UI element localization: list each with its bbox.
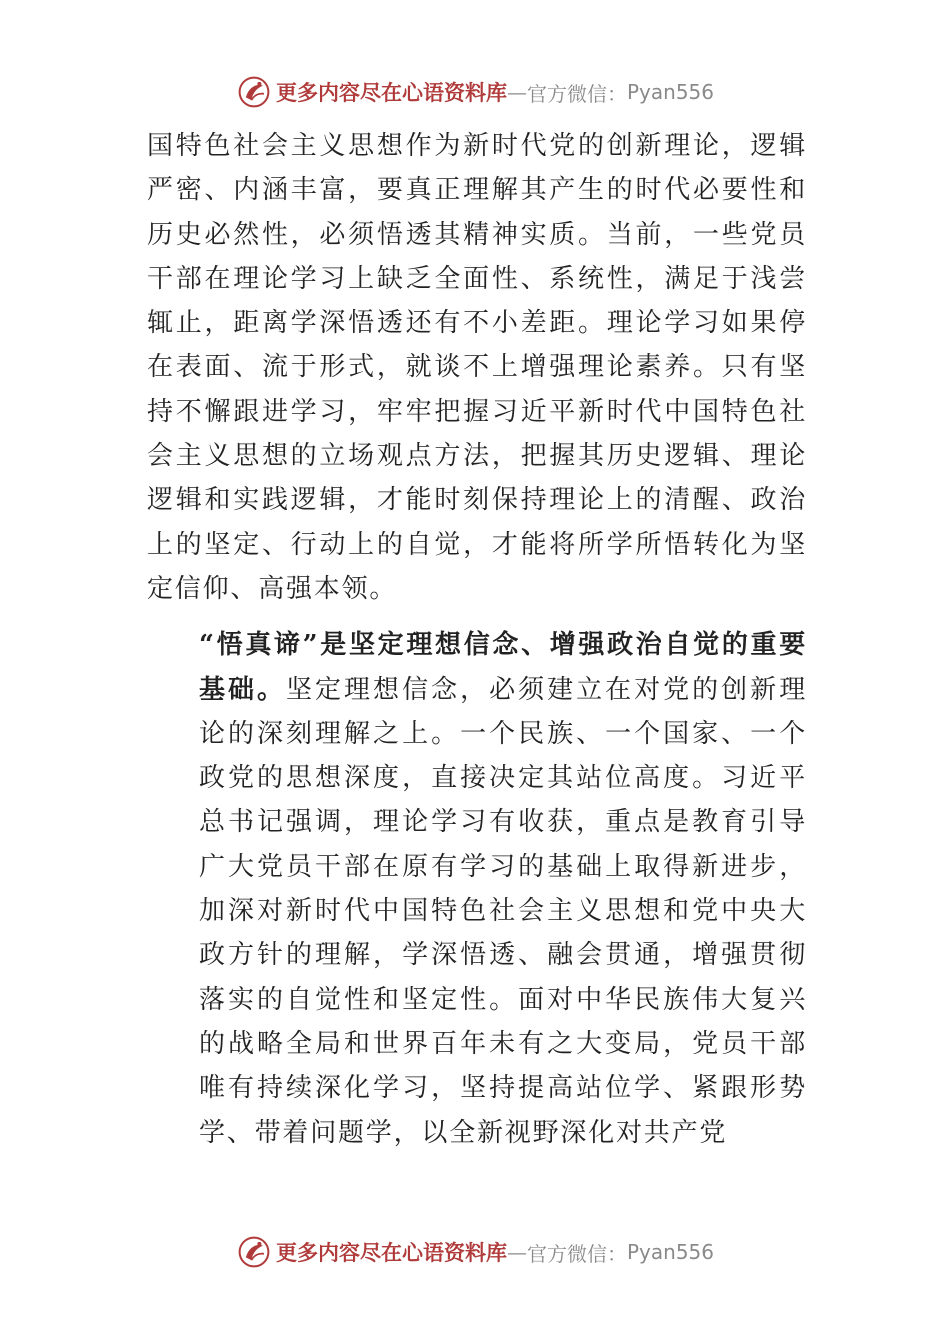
header-wechat-id: Pyan556 xyxy=(626,80,714,104)
footer-banner xyxy=(0,1232,950,1272)
document-body xyxy=(147,124,807,1155)
footer-separator: — xyxy=(506,1240,527,1264)
paragraph-text: 国特色社会主义思想作为新时代党的创新理论，逻辑严密、内涵丰富，要真正理解其产生的时代必要性和历史必然性，必须悟透其精神实质。当前，一些党员干部在理论学习上缺乏全面性、系统性，满足于浅尝辄止，距离学深悟透还有不小差距。理论学习如果停在表面、流于形式，就谈不上增强理论素养。只有坚持不懈跟进学习，牢牢把握习近平新时代中国特色社会主义思想的立场观点方法，把握其历史逻辑、理论逻辑和实践逻辑，才能时刻保持理论上的清醒、政治上的坚定、行动上的自觉，才能将所学所悟转化为坚定信仰、高强本领。 xyxy=(147,131,807,604)
footer-label: 官方微信： xyxy=(526,1241,627,1266)
header-separator: — xyxy=(506,80,527,104)
header-label: 官方微信： xyxy=(526,81,627,106)
footer-site-text: 更多内容尽在心语资料库 xyxy=(275,1240,507,1265)
paragraph-continued xyxy=(147,124,807,611)
footer-wechat-id: Pyan556 xyxy=(626,1240,714,1264)
header-banner xyxy=(0,72,950,112)
flower-logo-icon xyxy=(236,1234,272,1270)
header-site-text: 更多内容尽在心语资料库 xyxy=(275,80,507,105)
paragraph-text: 坚定理想信念，必须建立在对党的创新理论的深刻理解之上。一个民族、一个国家、一个政党的思想深度，直接决定其站位高度。习近平总书记强调，理论学习有收获，重点是教育引导广大党员干部在原有学习的基础上取得新进步，加深对新时代中国特色社会主义思想和党中央大政方针的理解，学深悟透、融会贯通，增强贯彻落实的自觉性和坚定性。面对中华民族伟大复兴的战略全局和世界百年未有之大变局，党员干部唯有持续深化学习，坚持提高站位学、紧跟形势学、带着问题学，以全新视野深化对共产党 xyxy=(199,674,807,1148)
flower-logo-icon xyxy=(236,74,272,110)
paragraph-wu-zhendi xyxy=(147,623,807,1155)
paragraph-lead-sentence: “悟真谛”是坚定理想信念、增强政治自觉的重要基础。 xyxy=(199,630,807,705)
